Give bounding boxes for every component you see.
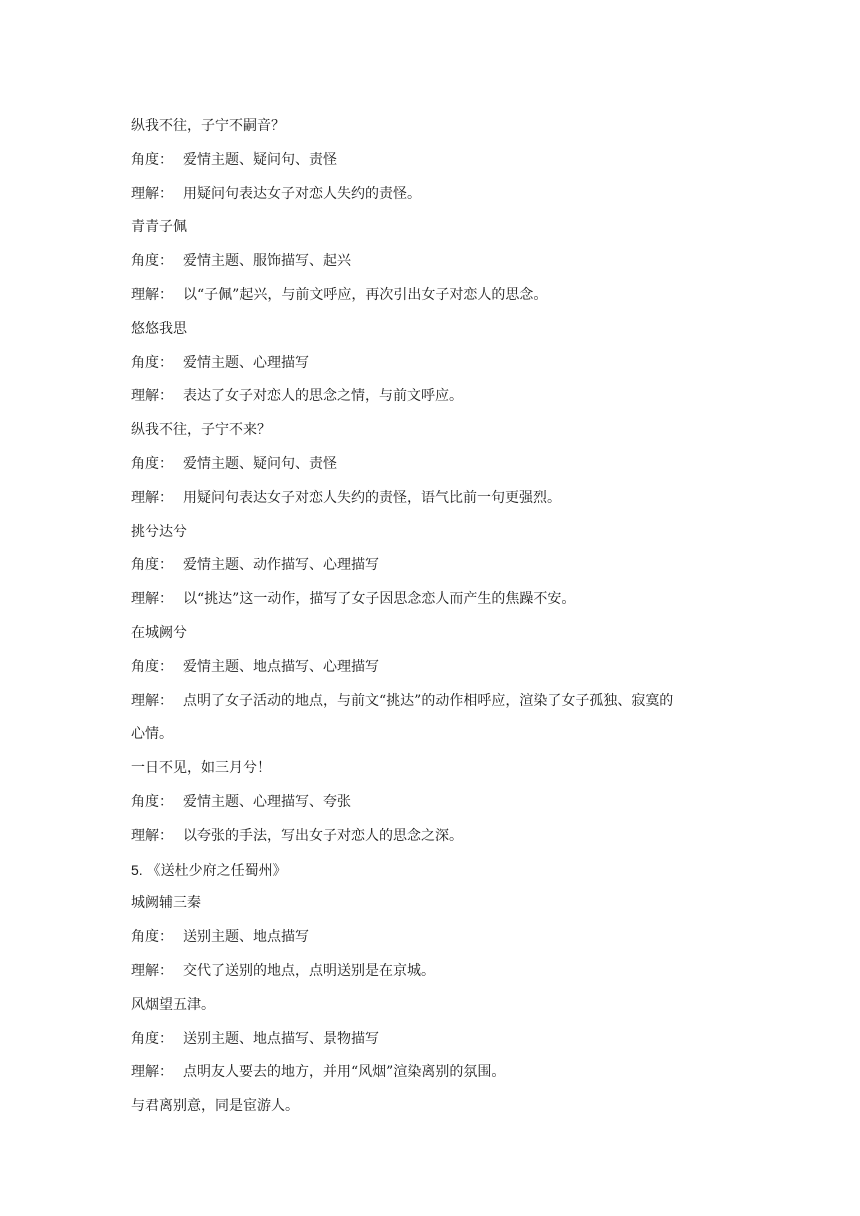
understanding-label: 理解： [131,489,173,506]
understanding-text: 点明了女子活动的地点，与前文“挑达”的动作相呼应，渲染了女子孤独、寂寞的 [183,692,674,709]
text-line: 青青子佩 [131,219,187,236]
understanding-text: 以夸张的手法，写出女子对恋人的思念之深。 [183,827,463,844]
understanding-line [131,482,751,516]
understanding-line [131,1056,751,1090]
text-line: 纵我不往，子宁不嗣音？ [131,118,285,134]
text-line: 风烟望五津。 [131,996,215,1013]
understanding-text: 用疑问句表达女子对恋人失约的责怪。 [183,185,421,202]
angle-text: 爱情主题、心理描写 [183,354,309,371]
angle-text: 爱情主题、动作描写、心理描写 [183,557,379,574]
understanding-label: 理解： [131,286,173,303]
understanding-text: 表达了女子对恋人的思念之情，与前文呼应。 [183,388,463,405]
angle-text: 爱情主题、服饰描写、起兴 [183,253,351,270]
angle-line [131,921,751,955]
angle-text: 爱情主题、疑问句、责怪 [183,455,337,472]
angle-label: 角度： [131,1030,173,1047]
understanding-text: 以“子佩”起兴，与前文呼应，再次引出女子对恋人的思念。 [183,286,548,303]
understanding-line [131,583,751,617]
understanding-label: 理解： [131,962,173,979]
text-line: 挑兮达兮 [131,523,187,540]
understanding-line [131,685,751,719]
understanding-line [131,279,751,313]
angle-line [131,651,751,685]
angle-line [131,347,751,381]
angle-line [131,786,751,820]
understanding-text: 用疑问句表达女子对恋人失约的责怪，语气比前一句更强烈。 [183,489,561,506]
text-line: 悠悠我思 [131,320,187,337]
text-line: 一日不见，如三月兮！ [131,760,271,777]
angle-label: 角度： [131,455,173,472]
text-line: 纵我不往，子宁不来？ [131,422,271,439]
angle-label: 角度： [131,151,173,168]
document-page [131,110,751,1124]
understanding-text: 点明友人要去的地方，并用“风烟”渲染离别的氛围。 [183,1064,506,1081]
angle-line [131,549,751,583]
understanding-line [131,820,751,854]
understanding-label: 理解： [131,827,173,844]
angle-label: 角度： [131,253,173,270]
understanding-line [131,178,751,212]
understanding-continuation: 心情。 [131,726,173,743]
understanding-label: 理解： [131,591,173,608]
angle-text: 送别主题、地点描写、景物描写 [183,1030,379,1047]
angle-text: 送别主题、地点描写 [183,929,309,946]
angle-line [131,144,751,178]
text-line: 城阙辅三秦 [131,895,201,912]
angle-text: 爱情主题、疑问句、责怪 [183,151,337,168]
angle-line [131,1023,751,1057]
angle-line [131,245,751,279]
understanding-text: 交代了送别的地点，点明送别是在京城。 [183,962,435,979]
section-heading: 5. 《送杜少府之任蜀州》 [131,861,287,878]
angle-label: 角度： [131,557,173,574]
angle-label: 角度： [131,929,173,946]
angle-label: 角度： [131,354,173,371]
angle-line [131,448,751,482]
angle-text: 爱情主题、地点描写、心理描写 [183,658,379,675]
text-line: 与君离别意，同是宦游人。 [131,1098,299,1115]
understanding-line [131,955,751,989]
angle-label: 角度： [131,793,173,810]
understanding-label: 理解： [131,692,173,709]
understanding-label: 理解： [131,388,173,405]
understanding-text: 以“挑达”这一动作，描写了女子因思念恋人而产生的焦躁不安。 [183,591,576,608]
understanding-line [131,380,751,414]
angle-label: 角度： [131,658,173,675]
understanding-label: 理解： [131,1064,173,1081]
angle-text: 爱情主题、心理描写、夸张 [183,793,351,810]
text-line: 在城阙兮 [131,624,187,641]
understanding-label: 理解： [131,185,173,202]
